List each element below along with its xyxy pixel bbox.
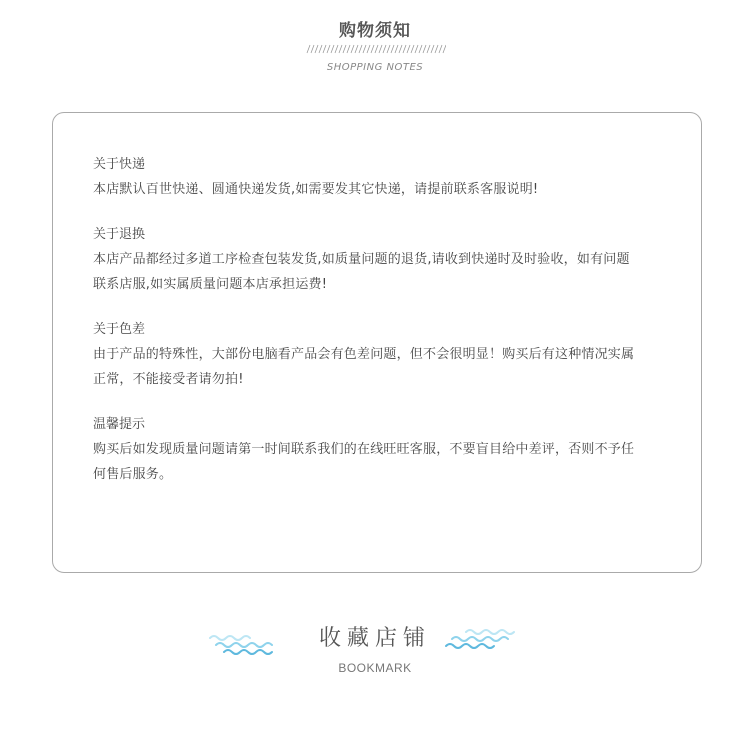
wave-decoration-right-icon	[442, 624, 522, 654]
notes-sections	[93, 152, 673, 507]
section-line: 何售后服务。	[93, 467, 173, 482]
section-color-difference	[93, 317, 673, 392]
bookmark-title[interactable]: 收藏店铺	[318, 626, 431, 651]
slash-divider	[306, 44, 446, 54]
section-line: 正常，不能接受者请勿拍!	[93, 372, 244, 387]
section-line: 联系店服,如实属质量问题本店承担运费!	[93, 277, 328, 292]
section-delivery	[93, 152, 673, 202]
section-title: 温馨提示	[93, 417, 146, 432]
section-title: 关于快递	[93, 157, 146, 172]
page-subtitle: SHOPPING NOTES	[326, 62, 424, 73]
section-tips	[93, 412, 673, 487]
section-line: 本店默认百世快递、圆通快递发货,如需要发其它快递，请提前联系客服说明!	[93, 182, 539, 197]
section-title: 关于退换	[93, 227, 146, 242]
bookmark-subtitle: BOOKMARK	[338, 661, 412, 675]
section-title: 关于色差	[93, 322, 146, 337]
section-line: 本店产品都经过多道工序检查包装发货,如质量问题的退货,请收到快递时及时验收，如有问题	[93, 252, 630, 267]
section-line: 由于产品的特殊性，大部份电脑看产品会有色差问题，但不会很明显！购买后有这种情况实属	[93, 347, 635, 362]
page-title: 购物须知	[339, 21, 411, 41]
section-returns	[93, 222, 673, 297]
section-line: 购买后如发现质量问题请第一时间联系我们的在线旺旺客服，不要盲目给中差评，否则不予任	[93, 442, 635, 457]
